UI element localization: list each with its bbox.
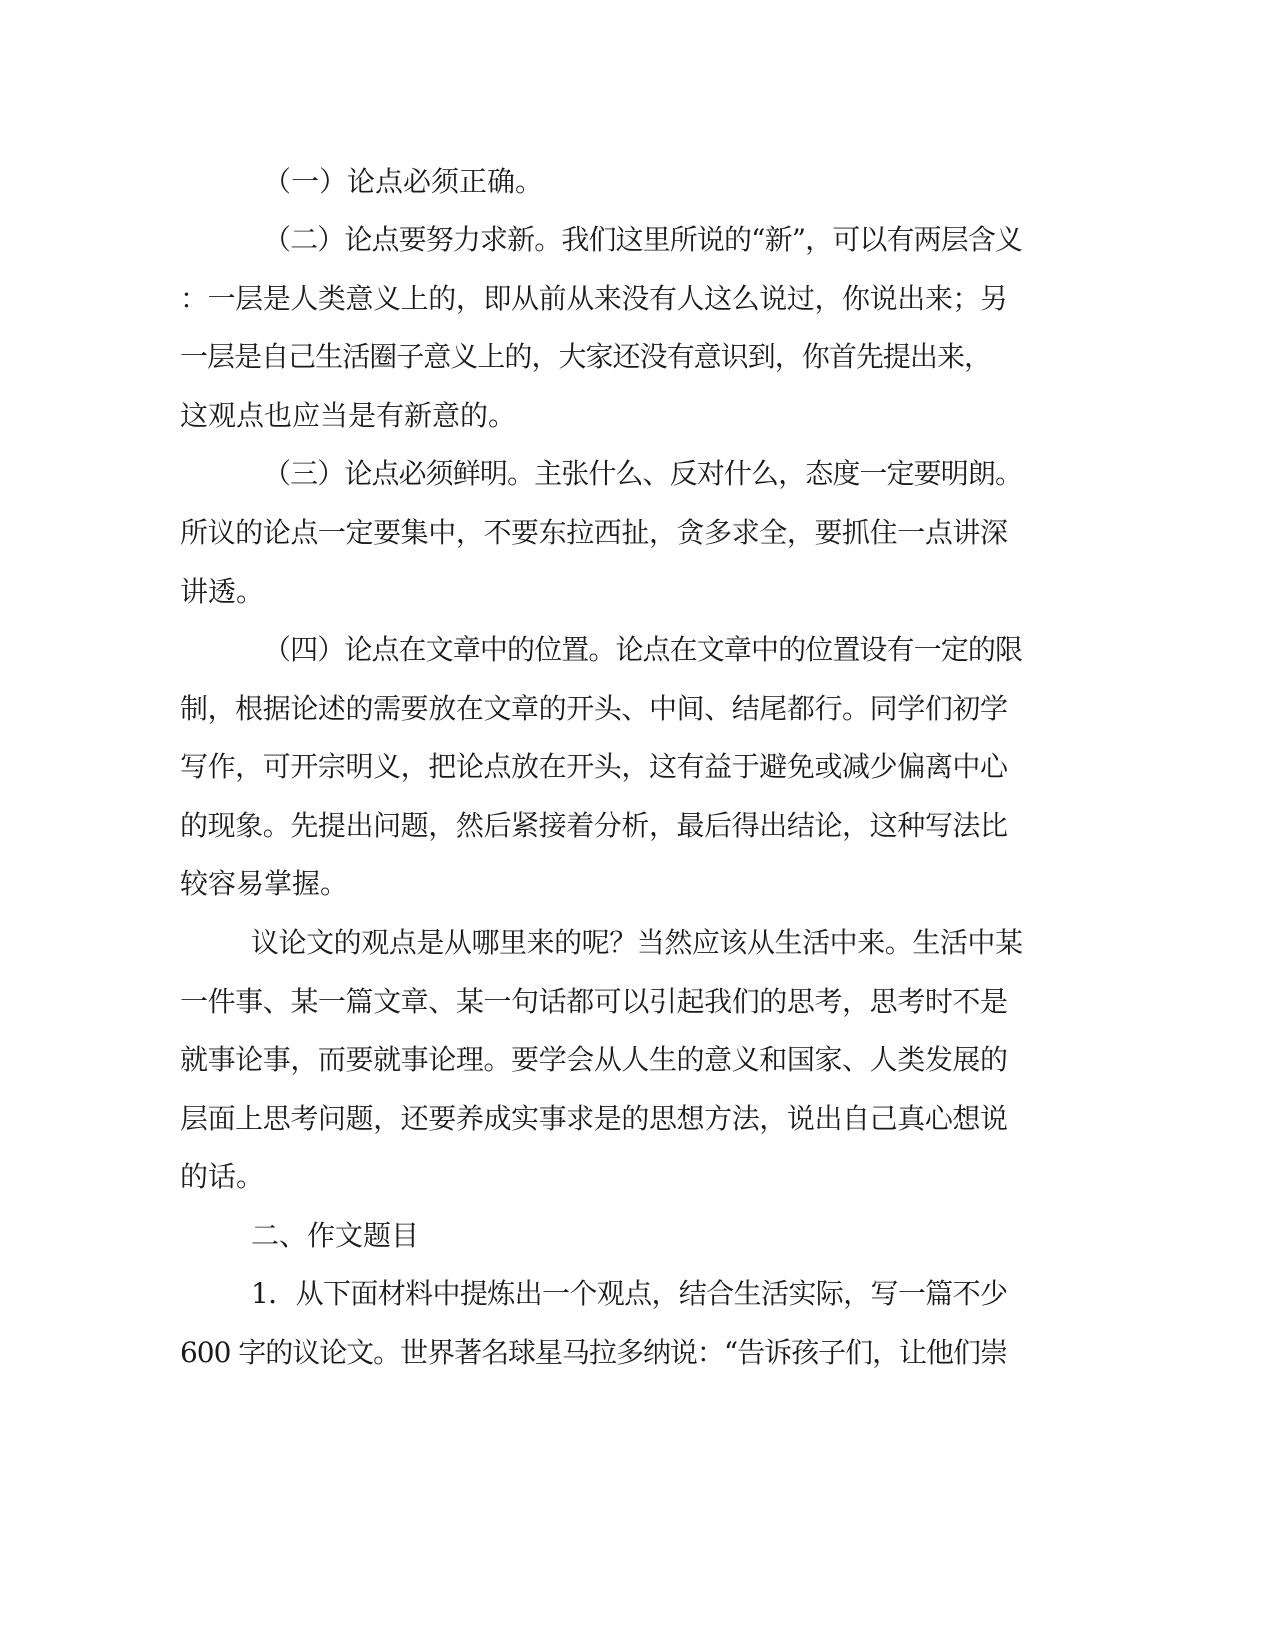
paragraph-4-line-5 [0, 864, 1275, 904]
paragraph-5-line-1 [0, 923, 1275, 963]
paragraph-7-line-1 [0, 1274, 1275, 1314]
paragraph-2-line-3 [0, 337, 1275, 377]
text-line: 制，根据论述的需要放在文章的开头、中间、结尾都行。同学们初学 [180, 692, 1008, 725]
paragraph-4-line-1 [0, 630, 1275, 670]
text-line: （三）论点必须鲜明。主张什么、反对什么，态度一定要明朗。 [263, 457, 1023, 490]
paragraph-5-line-4 [0, 1099, 1275, 1139]
text-line: 写作，可开宗明义，把论点放在开头，这有益于避免或减少偏离中心 [180, 750, 1008, 783]
text-line: 所议的论点一定要集中，不要东拉西扯，贪多求全，要抓住一点讲深 [180, 516, 1008, 549]
text-line: 这观点也应当是有新意的。 [180, 399, 517, 432]
paragraph-4-line-2 [0, 689, 1275, 729]
paragraph-1-line-1 [0, 162, 1275, 202]
text-line: 讲透。 [180, 575, 265, 608]
text-line: 1．从下面材料中提炼出一个观点，结合生活实际，写一篇不少 [251, 1277, 1008, 1310]
paragraph-3-line-1 [0, 454, 1275, 494]
paragraph-5-line-2 [0, 982, 1275, 1022]
text-line: （一）论点必须正确。 [263, 165, 544, 198]
paragraph-5-line-3 [0, 1040, 1275, 1080]
text-line: 一层是自己生活圈子意义上的，大家还没有意识到，你首先提出来， [180, 340, 992, 373]
text-line: 议论文的观点是从哪里来的呢？当然应该从生活中来。生活中某 [251, 926, 1023, 959]
paragraph-2-line-2 [0, 279, 1275, 319]
text-line: 较容易掌握。 [180, 867, 349, 900]
text-line: ：一层是人类意义上的，即从前从来没有人这么说过，你说出来；另 [180, 282, 1008, 315]
section-heading [0, 1216, 1275, 1256]
text-line: 一件事、某一篇文章、某一句话都可以引起我们的思考，思考时不是 [180, 985, 1008, 1018]
text-line: 二、作文题目 [251, 1219, 420, 1252]
text-line: （四）论点在文章中的位置。论点在文章中的位置设有一定的限 [263, 633, 1023, 666]
text-line: 的话。 [180, 1160, 265, 1193]
text-line: 的现象。先提出问题，然后紧接着分析，最后得出结论，这种写法比 [180, 809, 1008, 842]
paragraph-2-line-4 [0, 396, 1275, 436]
paragraph-3-line-2 [0, 513, 1275, 553]
paragraph-5-line-5 [0, 1157, 1275, 1197]
paragraph-4-line-4 [0, 806, 1275, 846]
paragraph-4-line-3 [0, 747, 1275, 787]
text-line: 层面上思考问题，还要养成实事求是的思想方法，说出自己真心想说 [180, 1102, 1008, 1135]
paragraph-2-line-1 [0, 220, 1275, 260]
paragraph-7-line-2 [0, 1333, 1275, 1373]
text-line: 就事论事，而要就事论理。要学会从人生的意义和国家、人类发展的 [180, 1043, 1008, 1076]
text-line: 600 字的议论文。世界著名球星马拉多纳说：“告诉孩子们，让他们崇 [180, 1336, 1007, 1369]
paragraph-3-line-3 [0, 572, 1275, 612]
text-line: （二）论点要努力求新。我们这里所说的“新”，可以有两层含义 [263, 223, 1023, 256]
